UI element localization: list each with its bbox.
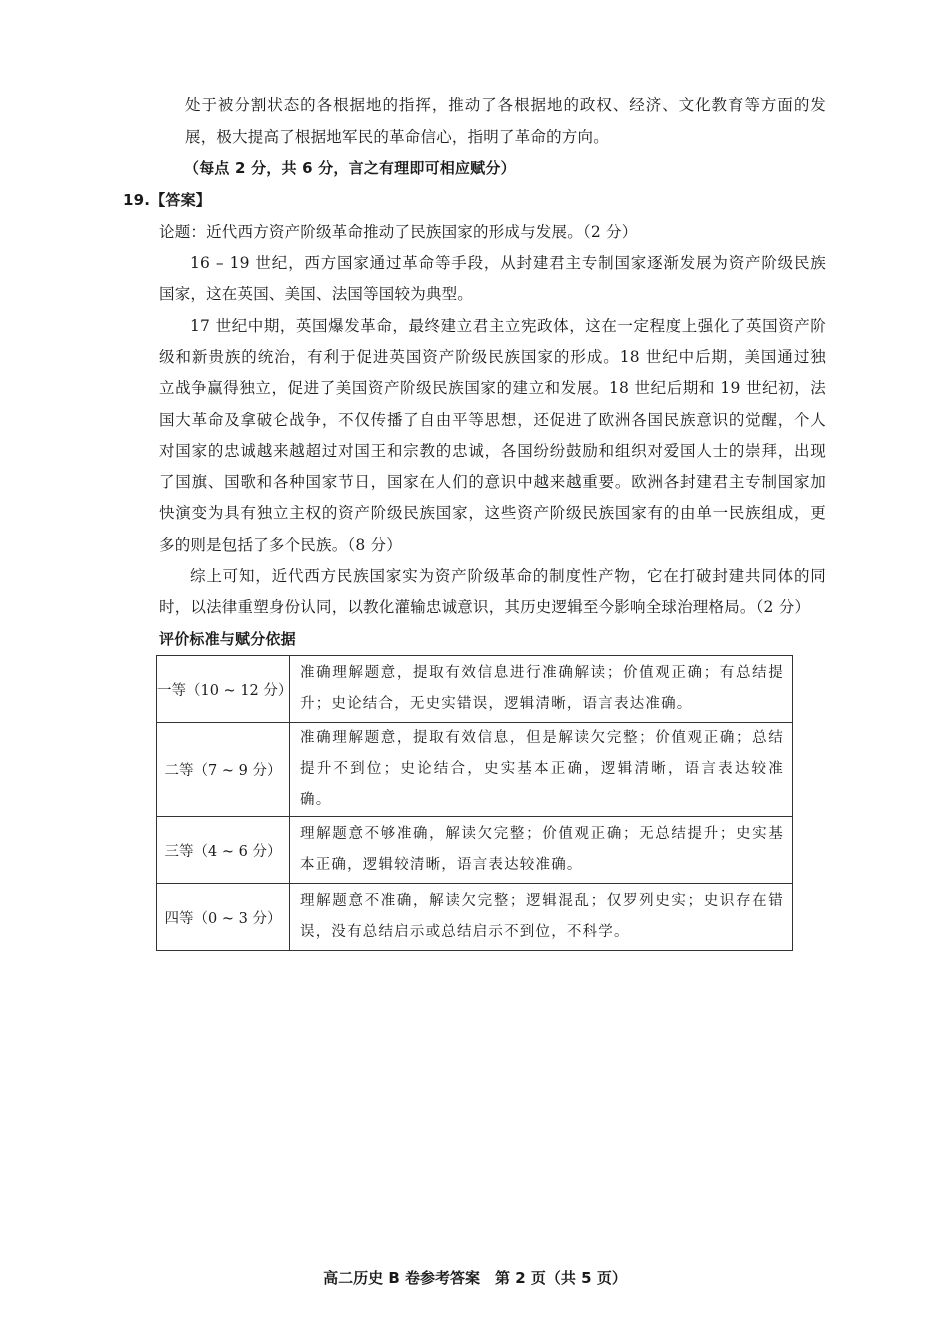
para3-line-1: 综上可知，近代西方民族国家实为资产阶级革命的制度性产物，它在打破封建共同体的同 — [190, 567, 826, 585]
para2-line-3: 立战争赢得独立，促进了美国资产阶级民族国家的建立和发展。18 世纪后期和 19 世纪初，法 — [159, 379, 826, 397]
thesis: 论题：近代西方资产阶级革命推动了民族国家的形成与发展。（2 分） — [159, 223, 638, 241]
description-cell: 准确理解题意，提取有效信息，但是解读欠完整；价值观正确；总结提升不到位；史论结合，史实基本正确，逻辑清晰，语言表达较准确。 — [290, 723, 793, 817]
grade-cell: 二等（7 ~ 9 分） — [157, 723, 290, 817]
carry-over-line-2: 展，极大提高了根据地军民的革命信心，指明了革命的方向。 — [185, 128, 609, 146]
scoring-note: （每点 2 分，共 6 分，言之有理即可相应赋分） — [184, 159, 516, 177]
criteria-table — [156, 655, 793, 951]
para1-line-2: 国家，这在英国、美国、法国等国较为典型。 — [159, 285, 474, 303]
description-cell: 准确理解题意，提取有效信息进行准确解读；价值观正确；有总结提升；史论结合，无史实错误，逻辑清晰，语言表达准确。 — [290, 656, 793, 723]
para1-line-1: 16 – 19 世纪，西方国家通过革命等手段，从封建君主专制国家逐渐发展为资产阶级民族 — [190, 254, 826, 272]
question-number: 19. — [123, 191, 151, 209]
grade-cell: 一等（10 ~ 12 分） — [157, 656, 290, 723]
page-footer: 高二历史 B 卷参考答案 第 2 页（共 5 页） — [323, 1269, 627, 1287]
para2-line-5: 对国家的忠诚越来越超过对国王和宗教的忠诚，各国纷纷鼓励和组织对爱国人士的崇拜，出现 — [159, 442, 826, 460]
table-row — [157, 656, 793, 723]
description-cell: 理解题意不准确，解读欠完整；逻辑混乱；仅罗列史实；史识存在错误，没有总结启示或总结启示不到位，不科学。 — [290, 884, 793, 951]
answer-label: 【答案】 — [150, 191, 211, 209]
table-row — [157, 884, 793, 951]
para2-line-6: 了国旗、国歌和各种国家节日，国家在人们的意识中越来越重要。欧洲各封建君主专制国家加 — [159, 473, 826, 491]
table-row — [157, 817, 793, 884]
carry-over-line-1: 处于被分割状态的各根据地的指挥，推动了各根据地的政权、经济、文化教育等方面的发 — [185, 96, 826, 114]
question-19-header — [123, 190, 211, 210]
para2-line-8: 多的则是包括了多个民族。（8 分） — [159, 536, 402, 554]
description-cell: 理解题意不够准确，解读欠完整；价值观正确；无总结提升；史实基本正确，逻辑较清晰，语言表达较准确。 — [290, 817, 793, 884]
grade-cell: 四等（0 ~ 3 分） — [157, 884, 290, 951]
para2-line-4: 国大革命及拿破仑战争，不仅传播了自由平等思想，还促进了欧洲各国民族意识的觉醒，个人 — [159, 411, 826, 429]
grade-cell: 三等（4 ~ 6 分） — [157, 817, 290, 884]
table-row — [157, 723, 793, 817]
para3-line-2: 时，以法律重塑身份认同，以教化灌输忠诚意识，其历史逻辑至今影响全球治理格局。（2 分） — [159, 598, 811, 616]
para2-line-1: 17 世纪中期，英国爆发革命，最终建立君主立宪政体，这在一定程度上强化了英国资产阶 — [190, 317, 826, 335]
para2-line-2: 级和新贵族的统治，有利于促进英国资产阶级民族国家的形成。18 世纪中后期，美国通过独 — [159, 348, 826, 366]
criteria-title: 评价标准与赋分依据 — [159, 630, 296, 648]
para2-line-7: 快演变为具有独立主权的资产阶级民族国家，这些资产阶级民族国家有的由单一民族组成，更 — [159, 504, 826, 522]
